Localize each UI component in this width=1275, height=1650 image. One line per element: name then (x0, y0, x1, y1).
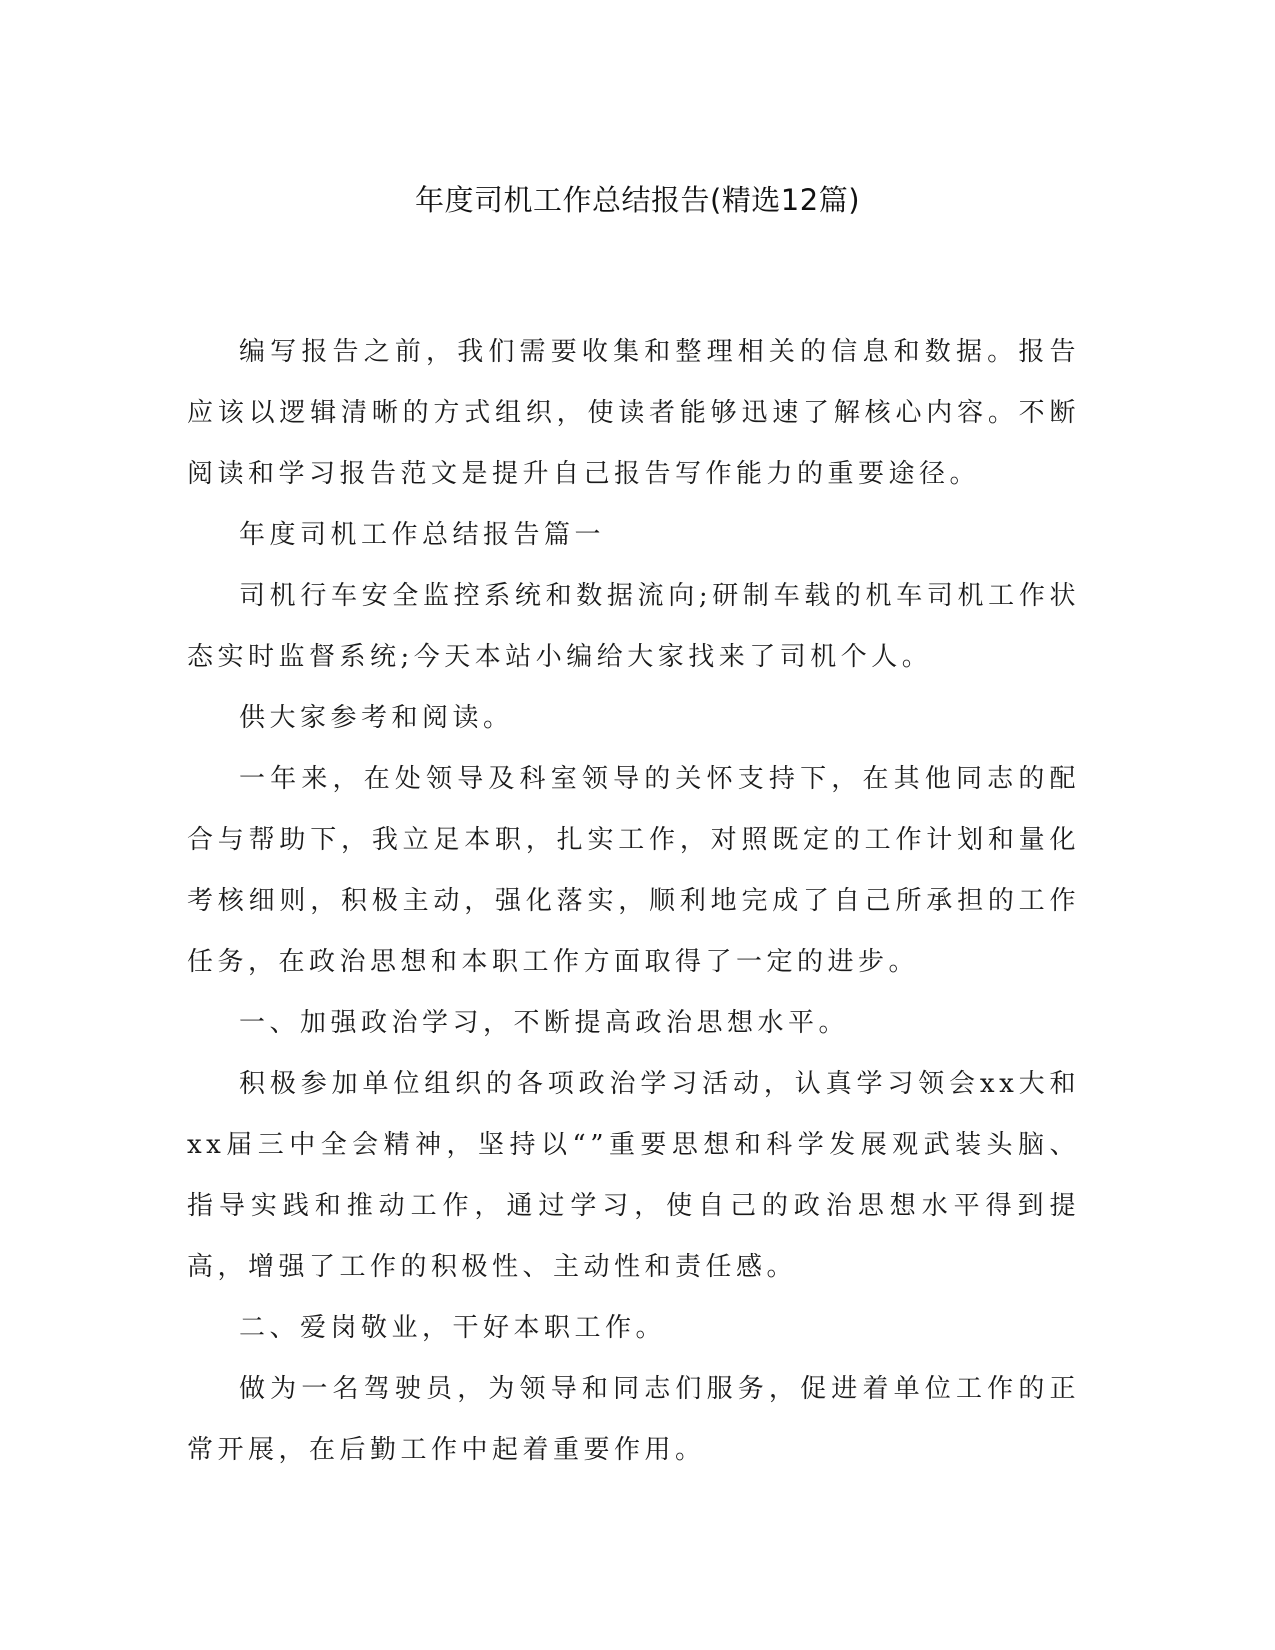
section-heading: 年度司机工作总结报告篇一 (239, 520, 606, 550)
body-paragraph: 做为一名驾驶员，为领导和同志们服务，促进着单位工作的正常开展，在后勤工作中起着重要作用。 (187, 1374, 1080, 1465)
body-paragraph: 供大家参考和阅读。 (239, 703, 514, 733)
body-paragraph: 司机行车安全监控系统和数据流向;研制车载的机车司机工作状态实时监督系统;今天本站小编给大家找来了司机个人。 (187, 581, 1080, 672)
subsection-heading: 二、爱岗敬业，干好本职工作。 (239, 1313, 667, 1343)
document-body (187, 322, 1080, 1481)
body-paragraph: 一年来，在处领导及科室领导的关怀支持下，在其他同志的配合与帮助下，我立足本职，扎实工作，对照既定的工作计划和量化考核细则，积极主动，强化落实，顺利地完成了自己所承担的工作任务，在政治思想和本职工作方面取得了一定的进步。 (187, 764, 1080, 977)
body-paragraph: 积极参加单位组织的各项政治学习活动，认真学习领会xx大和xx届三中全会精神，坚持以“”重要思想和科学发展观武装头脑、指导实践和推动工作，通过学习，使自己的政治思想水平得到提高，增强了工作的积极性、主动性和责任感。 (187, 1069, 1080, 1282)
subsection-heading: 一、加强政治学习，不断提高政治思想水平。 (239, 1008, 850, 1038)
document-title: 年度司机工作总结报告(精选12篇) (414, 183, 861, 217)
intro-paragraph: 编写报告之前，我们需要收集和整理相关的信息和数据。报告应该以逻辑清晰的方式组织，使读者能够迅速了解核心内容。不断阅读和学习报告范文是提升自己报告写作能力的重要途径。 (187, 337, 1080, 489)
